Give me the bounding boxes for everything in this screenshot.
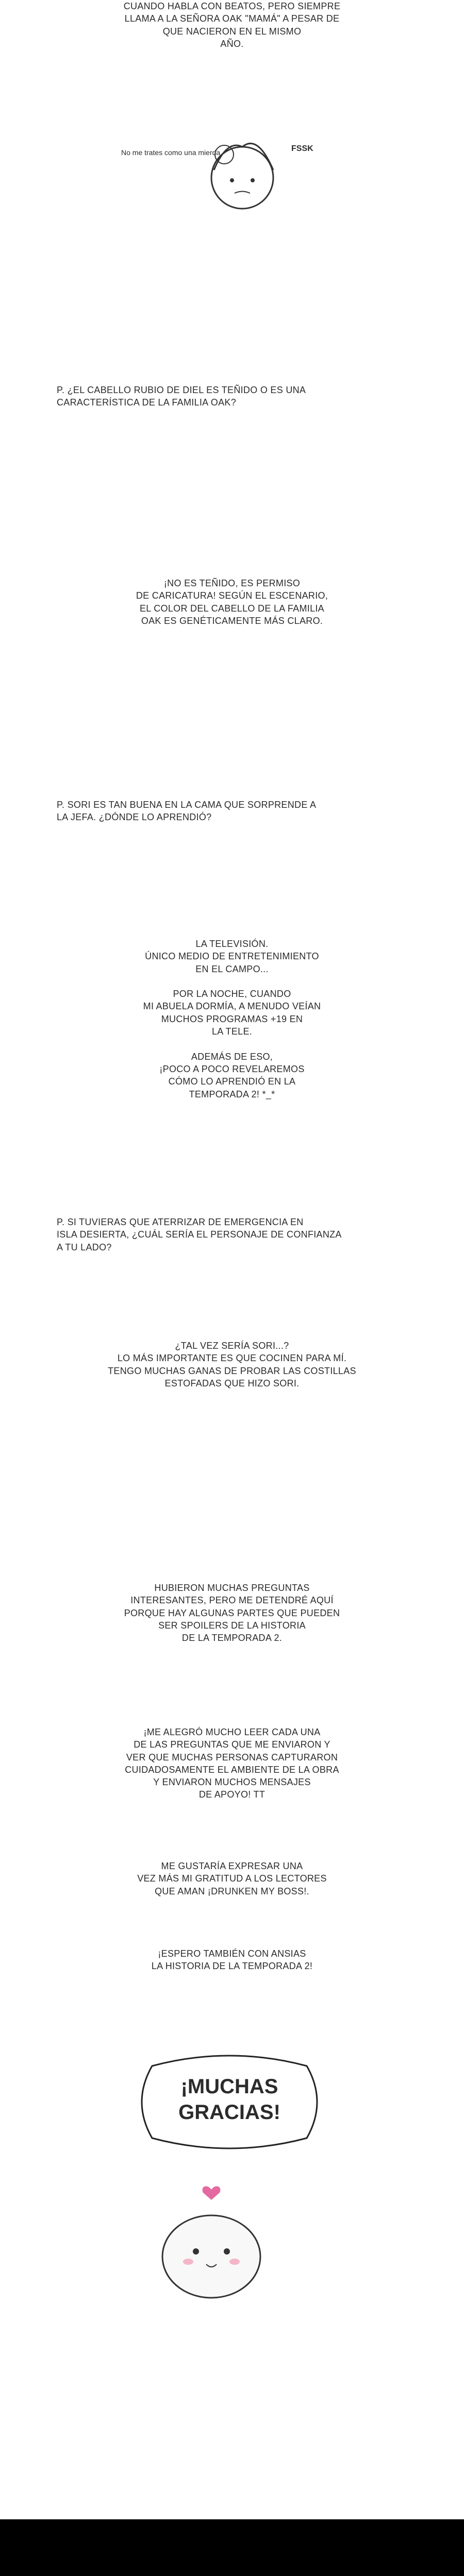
sketch-panel-1 [0,118,464,232]
mochi-character [150,2179,273,2308]
closing-4: ¡ESPERO TAMBIÉN CON ANSIAS LA HISTORIA DE LA TEMPORADA 2! [151,1948,313,1972]
answer-2: LA TELEVISIÓN. ÚNICO MEDIO DE ENTRETENIMIENTO EN EL CAMPO... POR LA NOCHE, CUANDO MI ABUELA DORMÍA, A MENUDO VEÍAN MUCHOS PROGRAMAS +19 EN LA TELE. ADEMÁS DE ESO, ¡POCO A POCO REVELAREMOS CÓMO LO APRENDIÓ EN LA TEMPORADA 2! *_* [143,939,321,1099]
question-2: P. SORI ES TAN BUENA EN LA CAMA QUE SORPRENDE A LA JEFA. ¿DÓNDE LO APRENDIÓ? [57,800,317,823]
question-3: P. SI TUVIERAS QUE ATERRIZAR DE EMERGENCIA EN ISLA DESIERTA, ¿CUÁL SERÍA EL PERSONAJE DE CONFIANZA A TU LADO? [57,1217,342,1252]
answer-1: ¡NO ES TEÑIDO, ES PERMISO DE CARICATURA! SEGÚN EL ESCENARIO, EL COLOR DEL CABELLO DE LA FAMILIA OAK ES GENÉTICAMENTE MÁS CLARO. [136,578,328,626]
intro-text: CUANDO HABLA CON BEATOS, PERO SIEMPRE LLAMA A LA SEÑORA OAK "MAMÁ" A PESAR DE QUE NACIERON EN EL MISMO AÑO. [123,1,341,49]
sfx-text: FSSK [291,144,313,153]
heart-icon [203,2186,221,2200]
question-1: P. ¿EL CABELLO RUBIO DE DIEL ES TEÑIDO O ES UNA CARACTERÍSTICA DE LA FAMILIA OAK? [57,385,306,408]
thanks-text: ¡MUCHAS GRACIAS! [178,2075,280,2124]
answer-3: ¿TAL VEZ SERÍA SORI...? LO MÁS IMPORTANTE ES QUE COCINEN PARA MÍ. TENGO MUCHAS GANAS DE PROBAR LAS COSTILLAS ESTOFADAS QUE HIZO SORI. [108,1341,356,1388]
speech-text: No me trates como una mierda [121,148,221,157]
closing-3: ME GUSTARÍA EXPRESAR UNA VEZ MÁS MI GRATITUD A LOS LECTORES QUE AMAN ¡DRUNKEN MY BOSS!. [137,1861,327,1896]
closing-2: ¡ME ALEGRÓ MUCHO LEER CADA UNA DE LAS PREGUNTAS QUE ME ENVIARON Y VER QUE MUCHAS PERSONAS CAPTURARON CUIDADOSAMENTE EL AMBIENTE DE LA OBRA Y ENVIARON MUCHOS MENSAJES DE APOYO! TT [125,1727,339,1800]
closing-1: HUBIERON MUCHAS PREGUNTAS INTERESANTES, PERO ME DETENDRÉ AQUÍ PORQUE HAY ALGUNAS PARTES QUE PUEDEN SER SPOILERS DE LA HISTORIA DE LA TEMPORADA 2. [124,1583,340,1643]
chibi-sketch [196,129,289,222]
thanks-bubble [131,2050,327,2154]
black-divider [0,2519,464,2576]
